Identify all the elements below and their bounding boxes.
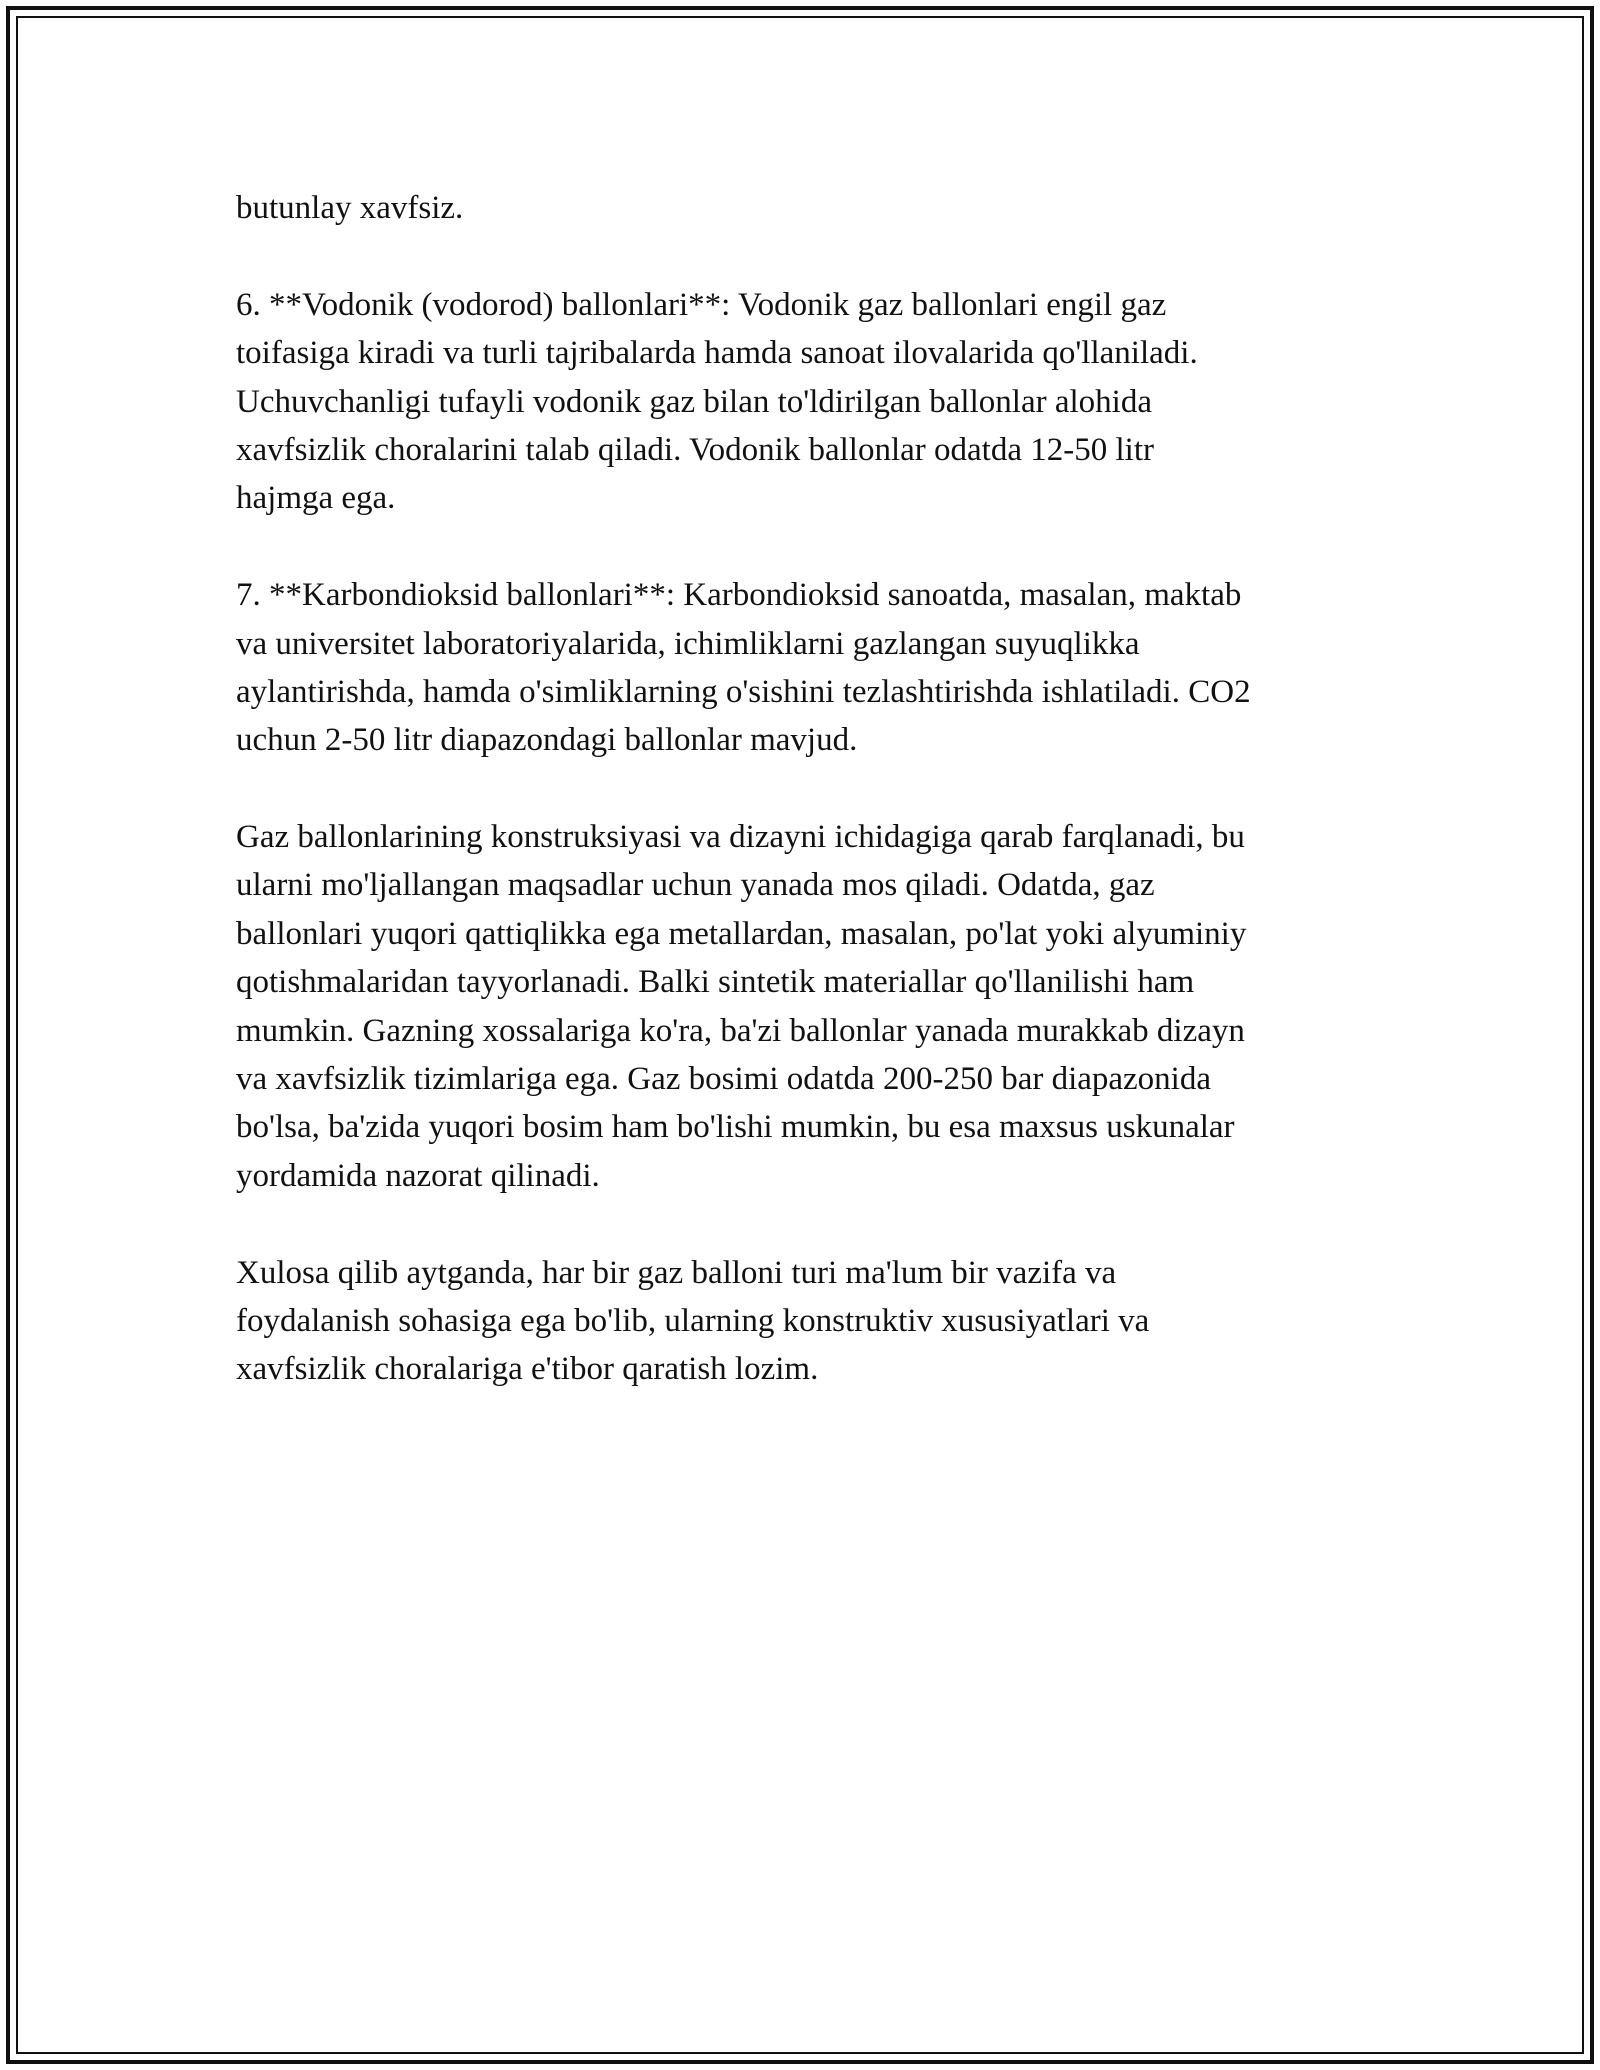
text-line: uchun 2-50 litr diapazondagi ballonlar mavjud. <box>236 722 858 759</box>
text-line: butunlay xavfsiz. <box>236 190 464 226</box>
text-line: mumkin. Gazning xossalariga ko'ra, ba'zi ballonlar yanada murakkab dizayn <box>236 1012 1245 1049</box>
text-line: va xavfsizlik tizimlariga ega. Gaz bosimi odatda 200-250 bar diapazonida <box>236 1061 1211 1098</box>
text-line: Gaz ballonlarining konstruksiyasi va dizayni ichidagiga qarab farqlanadi, bu <box>236 819 1245 856</box>
text-line: 6. **Vodonik (vodorod) ballonlari**: Vodonik gaz ballonlari engil gaz <box>236 286 1167 323</box>
text-line: bo'lsa, ba'zida yuqori bosim ham bo'lishi mumkin, bu esa maxsus uskunalar <box>236 1109 1235 1146</box>
paragraph-gap <box>236 232 1376 280</box>
text-line: xavfsizlik choralariga e'tibor qaratish lozim. <box>236 1351 819 1388</box>
text-line: va universitet laboratoriyalarida, ichimliklarni gazlangan suyuqlikka <box>236 625 1140 662</box>
text-line: yordamida nazorat qilinadi. <box>236 1157 600 1194</box>
paragraph-hydrogen-cylinders <box>236 281 1376 523</box>
paragraph-1 <box>236 184 1376 232</box>
text-line: xavfsizlik choralarini talab qiladi. Vodonik ballonlar odatda 12-50 litr <box>236 431 1154 468</box>
paragraph-construction <box>236 813 1376 1200</box>
document-body <box>236 184 1376 1394</box>
text-line: toifasiga kiradi va turli tajribalarda hamda sanoat ilovalarida qo'llaniladi. <box>236 335 1198 372</box>
paragraph-gap <box>236 1200 1376 1248</box>
paragraph-gap <box>236 523 1376 571</box>
text-line: ballonlari yuqori qattiqlikka ega metallardan, masalan, po'lat yoki alyuminiy <box>236 915 1247 952</box>
text-line: Xulosa qilib aytganda, har bir gaz balloni turi ma'lum bir vazifa va <box>236 1254 1117 1291</box>
text-line: hajmga ega. <box>236 480 396 517</box>
text-line: ularni mo'ljallangan maqsadlar uchun yanada mos qiladi. Odatda, gaz <box>236 867 1155 904</box>
paragraph-conclusion <box>236 1249 1376 1394</box>
text-line: Uchuvchanligi tufayli vodonik gaz bilan to'ldirilgan ballonlar alohida <box>236 383 1152 420</box>
text-line: 7. **Karbondioksid ballonlari**: Karbondioksid sanoatda, masalan, maktab <box>236 577 1242 614</box>
paragraph-co2-cylinders <box>236 571 1376 765</box>
text-line: aylantirishda, hamda o'simliklarning o'sishini tezlashtirishda ishlatiladi. CO2 <box>236 673 1251 710</box>
text-line: qotishmalaridan tayyorlanadi. Balki sintetik materiallar qo'llanilishi ham <box>236 964 1195 1001</box>
text-line: foydalanish sohasiga ega bo'lib, ularning konstruktiv xususiyatlari va <box>236 1302 1150 1339</box>
paragraph-gap <box>236 765 1376 813</box>
